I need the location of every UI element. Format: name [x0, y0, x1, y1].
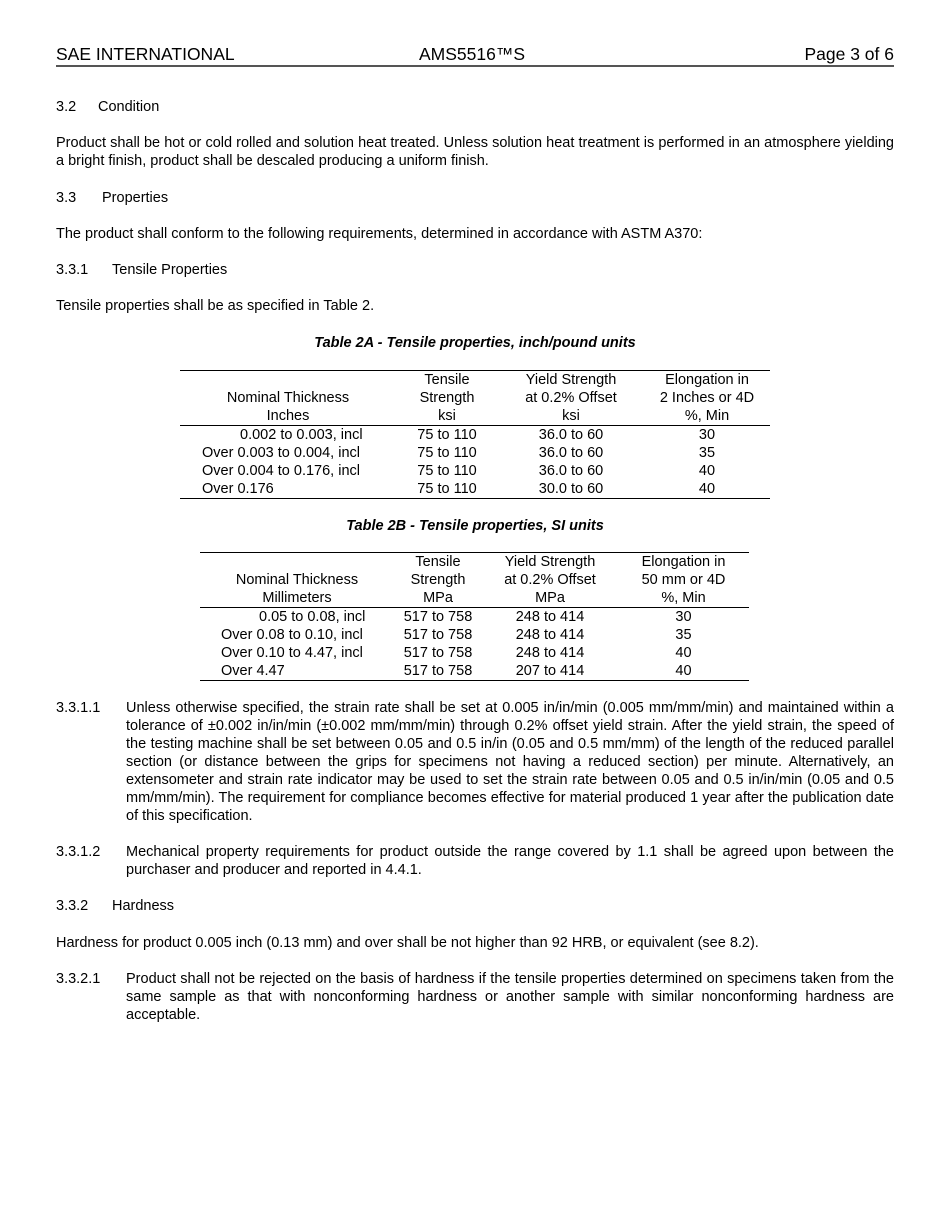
header-cell: Elongation in: [665, 372, 749, 388]
cell: 75 to 110: [417, 445, 477, 461]
header-cell: Tensile: [415, 554, 461, 570]
header-cell: at 0.2% Offset: [504, 572, 596, 588]
cell: 0.002 to 0.003, incl: [240, 427, 363, 443]
table-row: [180, 444, 770, 462]
header-cell: 50 mm or 4D: [641, 572, 726, 588]
table-row: [200, 626, 749, 644]
header-cell: Nominal Thickness: [235, 572, 359, 588]
header-cell: %, Min: [684, 408, 730, 424]
table-2b: [200, 552, 749, 681]
cell: 40: [698, 481, 716, 497]
section-number: 3.3.2: [56, 898, 89, 914]
cell: 30.0 to 60: [538, 481, 604, 497]
paragraph-tensile: Tensile properties shall be as specified in Table 2.: [56, 298, 375, 314]
table-row: [200, 608, 749, 627]
paragraph-hardness: Hardness for product 0.005 inch (0.13 mm) and over shall be not higher than 92 HRB, or equivalent (see 8.2).: [56, 935, 759, 951]
header-cell: Strength: [419, 390, 475, 406]
cell: 35: [698, 445, 716, 461]
cell: 30: [675, 609, 692, 625]
header-page-number: Page 3 of 6: [804, 44, 894, 64]
paragraph-condition: Product shall be hot or cold rolled and solution heat treated. Unless solution heat treatment is performed in an atmosphere yielding a bright finish, product shall be descaled producing a uniform finish.: [56, 135, 894, 169]
cell: 75 to 110: [417, 481, 477, 497]
header-org: SAE INTERNATIONAL: [56, 44, 235, 64]
table-row: [180, 426, 770, 445]
paragraph-text: Product shall not be rejected on the basis of hardness if the tensile properties determined on specimens taken from the same sample as that with nonconforming hardness or another sample with similar nonconforming hardness are acceptable.: [126, 971, 894, 1023]
paragraph-properties: The product shall conform to the following requirements, determined in accordance with ASTM A370:: [56, 226, 703, 242]
page-header: [56, 43, 894, 67]
section-heading-3-3: [56, 189, 894, 207]
section-title: Hardness: [112, 898, 175, 914]
cell: 40: [675, 645, 692, 661]
section-title: Condition: [98, 99, 160, 115]
table-row: [180, 480, 770, 499]
cell: 517 to 758: [403, 645, 473, 661]
cell: 0.05 to 0.08, incl: [259, 609, 366, 625]
cell: Over 0.176: [202, 481, 274, 497]
cell: 517 to 758: [403, 627, 473, 643]
table-2a-caption: Table 2A - Tensile properties, inch/pound units: [314, 335, 636, 351]
header-doc-id: AMS5516™S: [419, 44, 526, 64]
section-number: 3.2: [56, 99, 77, 115]
header-cell: Elongation in: [641, 554, 726, 570]
section-number: 3.3.2.1: [56, 971, 101, 987]
cell: 248 to 414: [515, 645, 585, 661]
cell: Over 0.08 to 0.10, incl: [221, 627, 363, 643]
paragraph-3-3-2-1: [56, 970, 894, 1024]
header-cell: Strength: [410, 572, 466, 588]
cell: 207 to 414: [515, 663, 585, 679]
header-cell: Yield Strength: [525, 372, 617, 388]
cell: Over 0.003 to 0.004, incl: [202, 445, 360, 461]
cell: 30: [698, 427, 716, 443]
header-cell: ksi: [562, 408, 580, 424]
table-2b-caption: Table 2B - Tensile properties, SI units: [346, 518, 604, 534]
cell: Over 0.004 to 0.176, incl: [202, 463, 360, 479]
paragraph-text: Mechanical property requirements for product outside the range covered by 1.1 shall be agreed upon between the purchaser and producer and reported in 4.4.1.: [126, 844, 894, 878]
header-cell: [200, 553, 394, 572]
cell: 40: [698, 463, 716, 479]
cell: 517 to 758: [403, 609, 473, 625]
cell: 248 to 414: [515, 627, 585, 643]
header-cell: Inches: [266, 408, 310, 424]
cell: 40: [675, 663, 692, 679]
section-heading-3-3-2: [56, 897, 894, 915]
table-row: [180, 462, 770, 480]
table-row: [200, 662, 749, 681]
section-number: 3.3.1.1: [56, 700, 101, 716]
cell: 248 to 414: [515, 609, 585, 625]
header-cell: MPa: [423, 590, 453, 606]
header-cell: [180, 371, 396, 390]
cell: Over 4.47: [221, 663, 285, 679]
header-cell: MPa: [535, 590, 565, 606]
section-number: 3.3: [56, 190, 77, 206]
header-cell: Millimeters: [262, 590, 332, 606]
cell: 36.0 to 60: [538, 463, 604, 479]
cell: 75 to 110: [417, 427, 477, 443]
cell: 36.0 to 60: [538, 445, 604, 461]
section-title: Tensile Properties: [112, 262, 228, 278]
section-heading-3-2: [56, 98, 894, 116]
table-2a: [180, 370, 770, 499]
header-cell: 2 Inches or 4D: [659, 390, 755, 406]
paragraph-3-3-1-2: [56, 843, 894, 879]
cell: 36.0 to 60: [538, 427, 604, 443]
header-cell: ksi: [438, 408, 456, 424]
header-cell: Nominal Thickness: [226, 390, 350, 406]
header-cell: Yield Strength: [504, 554, 596, 570]
paragraph-3-3-1-1: [56, 699, 894, 825]
cell: Over 0.10 to 4.47, incl: [221, 645, 363, 661]
cell: 75 to 110: [417, 463, 477, 479]
paragraph-text: Unless otherwise specified, the strain rate shall be set at 0.005 in/in/min (0.005 mm/mm/min) and maintained within a tolerance of ±0.002 in/in/min (±0.002 mm/mm/min) through 0.2% offset yield strain. After the yield strain, the speed of the testing machine shall be set between 0.05 and 0.5 in/in (0.05 and 0.5 mm/mm) of the length of the reduced parallel section (or distance between the grips for specimens not having a reduced section) per minute. Alternatively, an extensometer and strain rate indicator may be used to set the strain rate between 0.05 and 0.5 in/in/min (0.05 and 0.5 mm/mm/min). The requirement for compliance becomes effective for material produced 1 year after the publication date of this specification.: [126, 700, 894, 824]
section-heading-3-3-1: [56, 261, 894, 279]
header-cell: Tensile: [424, 372, 470, 388]
section-number: 3.3.1: [56, 262, 89, 278]
header-cell: at 0.2% Offset: [525, 390, 617, 406]
table-row: [200, 644, 749, 662]
section-number: 3.3.1.2: [56, 844, 101, 860]
section-title: Properties: [102, 190, 169, 206]
cell: 35: [675, 627, 692, 643]
cell: 517 to 758: [403, 663, 473, 679]
header-cell: %, Min: [661, 590, 706, 606]
